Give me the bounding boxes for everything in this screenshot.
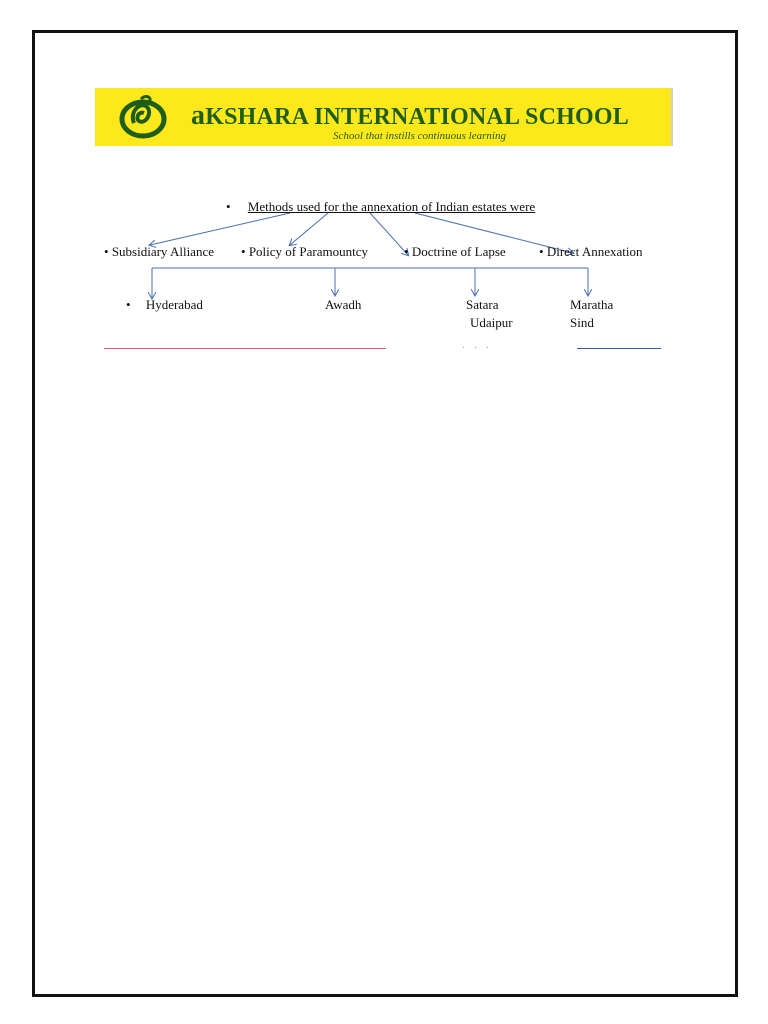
school-name-initial: a	[191, 100, 206, 131]
state-udaipur	[470, 315, 513, 330]
arrow-to-policy-of-paramountcy	[290, 213, 328, 245]
state-awadh	[325, 297, 361, 312]
state-label: Satara	[466, 297, 499, 312]
method-label: Direct Annexation	[546, 244, 643, 259]
bullet: •	[104, 244, 109, 259]
state-maratha	[570, 297, 613, 312]
divider-red	[104, 348, 386, 349]
divider-dots: · · ·	[462, 343, 492, 354]
method-subsidiary-alliance	[104, 244, 214, 259]
arrow-to-doctrine-of-lapse	[370, 213, 408, 255]
method-direct-annexation	[539, 244, 642, 259]
method-label: Subsidiary Alliance	[111, 244, 214, 259]
method-label: Doctrine of Lapse	[411, 244, 506, 259]
method-policy-of-paramountcy	[241, 244, 368, 259]
state-label: Hyderabad	[145, 297, 203, 312]
diagram-title-text: Methods used for the annexation of Indian estates were	[247, 199, 536, 214]
bullet: •	[241, 244, 246, 259]
diagram-title	[226, 199, 535, 214]
state-label: Maratha	[570, 297, 614, 312]
arrow-to-subsidiary-alliance	[150, 213, 290, 245]
method-to-state-arrows	[152, 268, 588, 298]
method-doctrine-of-lapse	[404, 244, 506, 259]
state-label: Udaipur	[470, 315, 513, 330]
method-label: Policy of Paramountcy	[248, 244, 368, 259]
state-label: Sind	[570, 315, 594, 330]
state-hyderabad	[126, 297, 203, 312]
school-name-rest: KSHARA INTERNATIONAL SCHOOL	[205, 104, 629, 130]
state-sind	[570, 315, 594, 330]
bullet: •	[539, 244, 544, 259]
state-label: Awadh	[325, 297, 362, 312]
bullet: •	[404, 244, 409, 259]
school-tagline: School that instills continuous learning	[333, 130, 506, 142]
bullet: •	[126, 297, 131, 312]
divider-blue	[577, 348, 661, 349]
bullet: •	[226, 199, 231, 214]
state-satara	[466, 297, 498, 312]
